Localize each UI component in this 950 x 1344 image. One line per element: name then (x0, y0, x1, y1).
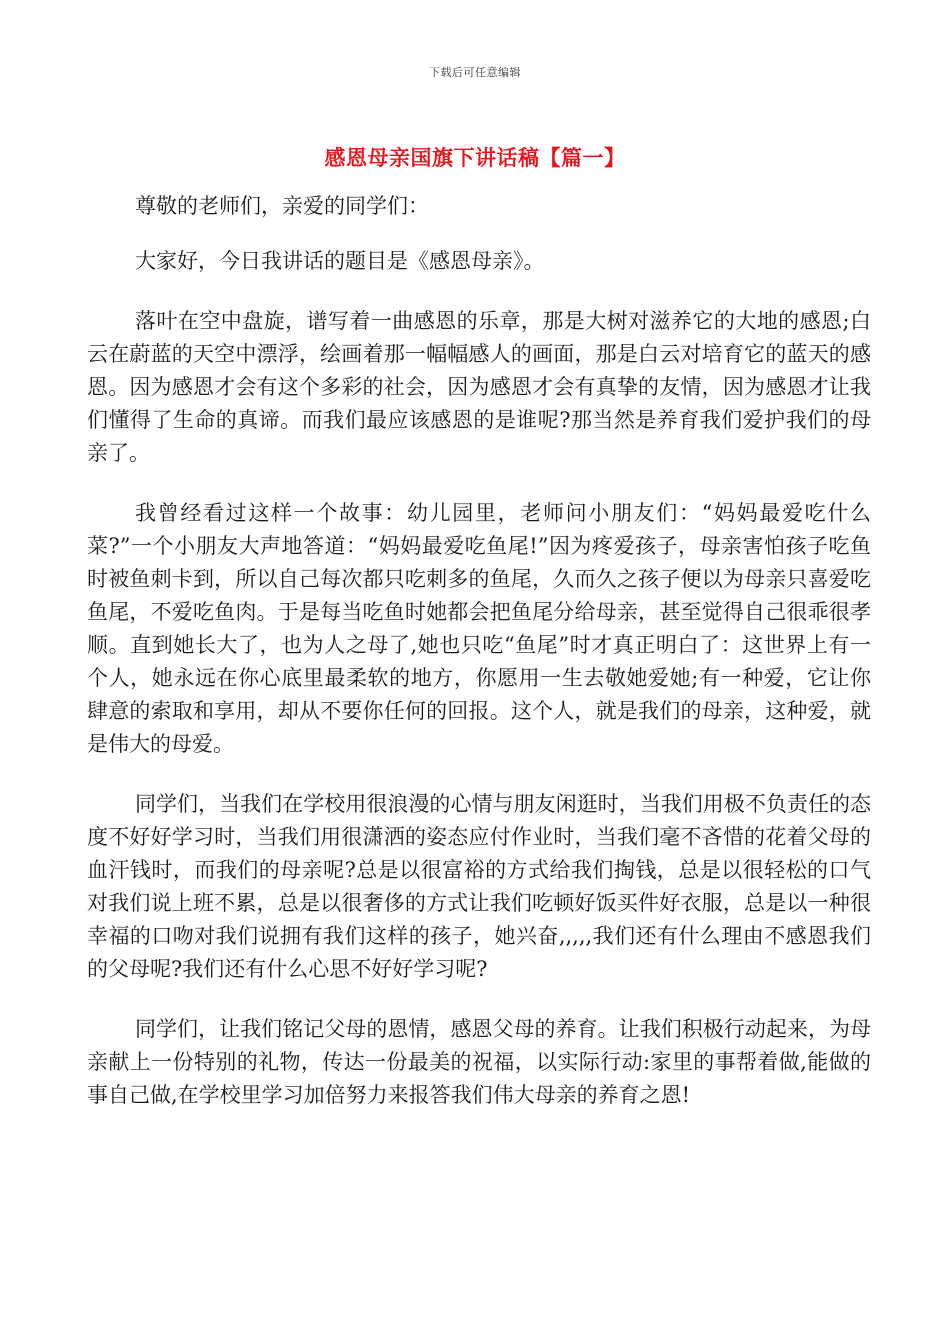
paragraph-greeting: 大家好，今日我讲话的题目是《感恩母亲》。 (135, 249, 545, 273)
paragraph: 同学们，让我们铭记父母的恩情，感恩父母的养育。让我们积极行动起来，为母亲献上一份特别的礼物，传达一份最美的祝福，以实际行动:家里的事帮着做,能做的事自己做,在学校里学习加倍努力来报答我们伟大母亲的养育之恩! (87, 1017, 871, 1107)
paragraph: 同学们，当我们在学校用很浪漫的心情与朋友闲逛时，当我们用极不负责任的态度不好好学习时，当我们用很潇洒的姿态应付作业时，当我们毫不吝惜的花着父母的血汗钱时，而我们的母亲呢?总是以很富裕的方式给我们掏钱，总是以很轻松的口气对我们说上班不累，总是以很奢侈的方式让我们吃顿好饭买件好衣服，总是以一种很幸福的口吻对我们说拥有我们这样的孩子，她兴奋,,,,,我们还有什么理由不感恩我们的父母呢?我们还有什么心思不好好学习呢? (87, 792, 871, 981)
document-body (87, 190, 871, 1139)
header-note: 下载后可任意编辑 (429, 66, 521, 79)
paragraph: 我曾经看过这样一个故事：幼儿园里，老师问小朋友们：“妈妈最爱吃什么菜?”一个小朋友大声地答道：“妈妈最爱吃鱼尾!”因为疼爱孩子，母亲害怕孩子吃鱼时被鱼刺卡到，所以自己每次都只吃刺多的鱼尾，久而久之孩子便以为母亲只喜爱吃鱼尾，不爱吃鱼肉。于是每当吃鱼时她都会把鱼尾分给母亲，甚至觉得自己很乖很孝顺。直到她长大了，也为人之母了,她也只吃“鱼尾”时才真正明白了：这世界上有一个人，她永远在你心底里最柔软的地方，你愿用一生去敬她爱她;有一种爱，它让你肆意的索取和享用，却从不要你任何的回报。这个人，就是我们的母亲，这种爱，就是伟大的母爱。 (87, 501, 871, 756)
paragraph-salutation: 尊敬的老师们，亲爱的同学们： (135, 194, 429, 218)
document-title: 感恩母亲国旗下讲话稿【篇一】 (324, 145, 626, 170)
paragraph: 落叶在空中盘旋，谱写着一曲感恩的乐章，那是大树对滋养它的大地的感恩;白云在蔚蓝的天空中漂浮，绘画着那一幅幅感人的画面，那是白云对培育它的蓝天的感恩。因为感恩才会有这个多彩的社会，因为感恩才会有真挚的友情，因为感恩才让我们懂得了生命的真谛。而我们最应该感恩的是谁呢?那当然是养育我们爱护我们的母亲了。 (87, 309, 871, 465)
